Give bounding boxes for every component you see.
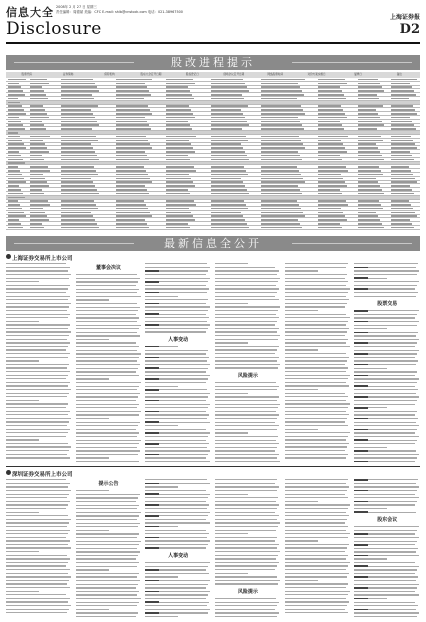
text-line xyxy=(145,546,211,550)
section-shanghai: 上海证券交易所上市公司 xyxy=(12,256,73,262)
text-line xyxy=(6,611,72,615)
editor-line: 责任编辑：周德斌 美编：CFC E-mail: shlb@cnstock.com 电话：021-38967500 xyxy=(56,9,183,14)
text-line xyxy=(6,456,72,460)
text-column xyxy=(6,262,72,462)
masthead-info xyxy=(56,5,183,14)
text-column xyxy=(145,262,211,462)
text-line xyxy=(285,611,351,615)
text-line xyxy=(215,366,281,370)
table-header-cell: 现场会议召开日期 xyxy=(223,73,245,76)
text-column xyxy=(215,262,281,462)
text-line xyxy=(354,294,420,298)
table-header-cell: 对价方案实施日 xyxy=(307,73,326,76)
table-body xyxy=(6,78,420,230)
banner-latest-info: 最新信息全公开 xyxy=(6,236,420,251)
section-divider xyxy=(6,466,420,467)
text-column xyxy=(215,478,281,618)
text-column xyxy=(285,478,351,618)
subsection-heading: 人事变动 xyxy=(168,336,189,343)
date-line: 2008年 2 月 27 日 星期三 xyxy=(56,5,97,9)
table-header-cell: 网络投票时间 xyxy=(267,73,283,76)
text-line xyxy=(354,510,420,514)
subsection-heading: 风险提示 xyxy=(237,372,258,379)
subsection-heading: 董事会决议 xyxy=(96,265,122,271)
text-line xyxy=(76,460,142,462)
subsection-heading: 股票交易 xyxy=(377,300,398,307)
reform-progress-table xyxy=(6,72,420,230)
table-row xyxy=(6,226,420,230)
text-column xyxy=(76,478,142,618)
subsection-heading: 提示公告 xyxy=(98,481,119,487)
subsection-heading: 人事变动 xyxy=(168,552,189,559)
text-line xyxy=(215,582,281,586)
newspaper-logo: 信息大全 xyxy=(6,6,54,19)
table-header-cell: 股票代码 xyxy=(21,73,32,76)
text-line xyxy=(145,330,211,334)
table-header-cell: 复牌日 xyxy=(354,73,362,76)
text-line xyxy=(145,460,211,462)
table-header-cell: 证券简称 xyxy=(62,73,74,76)
subsection-heading: 股东会议 xyxy=(377,516,398,523)
text-line xyxy=(215,460,281,462)
shanghai-columns xyxy=(6,262,420,462)
table-header-cell: 股东大会召开日期 xyxy=(140,73,162,76)
section-title: Disclosure xyxy=(6,19,102,39)
table-header-cell: 备注 xyxy=(396,73,402,76)
subsection-heading: 风险提示 xyxy=(237,588,258,595)
text-line xyxy=(354,460,420,462)
text-column xyxy=(354,262,420,462)
banner-reform-progress: 股改进程提示 xyxy=(6,55,420,70)
page-number: D2 xyxy=(399,22,420,37)
text-column xyxy=(145,478,211,618)
masthead xyxy=(6,4,420,40)
table-header-cell: 保荐机构 xyxy=(104,73,115,76)
text-column xyxy=(76,262,142,462)
shenzhen-columns xyxy=(6,478,420,618)
table-header-cell: 股权登记日 xyxy=(185,73,199,76)
text-column xyxy=(285,262,351,462)
text-line xyxy=(285,456,351,460)
masthead-rule xyxy=(6,42,420,44)
text-column xyxy=(6,478,72,618)
section-shenzhen: 深圳证券交易所上市公司 xyxy=(12,472,73,478)
paper-name: 上海证券报 xyxy=(389,14,420,21)
text-column xyxy=(354,478,420,618)
